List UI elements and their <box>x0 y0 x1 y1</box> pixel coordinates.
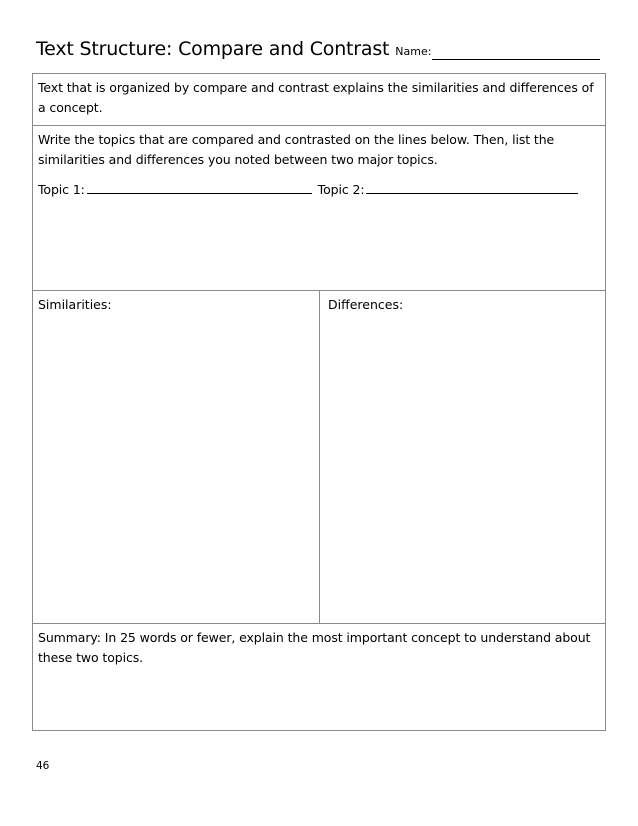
title-row <box>36 38 606 68</box>
name-label: Name: <box>395 45 432 58</box>
intro-text: Text that is organized by compare and contrast explains the similarities and differences of a concept. <box>38 80 594 115</box>
topic2-blank-line[interactable] <box>366 181 578 194</box>
topics-instructions: Write the topics that are compared and contrasted on the lines below. Then, list the similarities and differences you noted between two major topics. <box>38 132 555 167</box>
topic1-blank-line[interactable] <box>87 181 312 194</box>
differences-label: Differences: <box>328 297 404 312</box>
intro-box <box>33 74 605 126</box>
topic2-label: Topic 2: <box>317 182 365 197</box>
compare-columns <box>33 291 605 624</box>
summary-text: Summary: In 25 words or fewer, explain the most important concept to understand about these two topics. <box>38 630 591 665</box>
summary-box[interactable] <box>33 624 605 730</box>
topics-line <box>38 180 600 200</box>
page-title: Text Structure: Compare and Contrast <box>36 38 390 60</box>
name-blank-line[interactable] <box>432 40 600 60</box>
topics-box <box>33 126 605 291</box>
worksheet-table <box>32 73 606 731</box>
page-number: 46 <box>36 760 50 772</box>
differences-cell[interactable] <box>320 291 605 623</box>
similarities-cell[interactable] <box>33 291 320 623</box>
similarities-label: Similarities: <box>38 297 112 312</box>
topic1-label: Topic 1: <box>38 182 85 197</box>
